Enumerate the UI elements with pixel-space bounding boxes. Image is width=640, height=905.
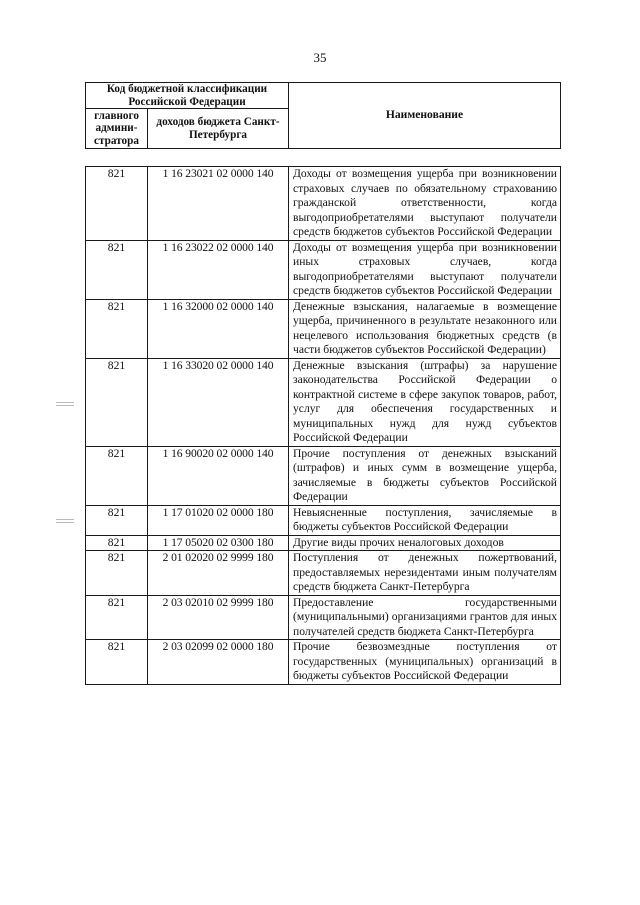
admin-code-cell: 821	[86, 167, 148, 241]
budget-code-cell: 1 16 33020 02 0000 140	[148, 358, 289, 446]
table-row	[86, 446, 561, 505]
margin-scan-mark	[56, 400, 74, 408]
table-row	[86, 299, 561, 358]
admin-code-cell: 821	[86, 358, 148, 446]
budget-code-cell: 2 03 02099 02 0000 180	[148, 640, 289, 685]
table-row	[86, 505, 561, 535]
admin-code-cell: 821	[86, 535, 148, 551]
admin-code-cell: 821	[86, 505, 148, 535]
budget-code-cell: 1 17 01020 02 0000 180	[148, 505, 289, 535]
admin-code-cell: 821	[86, 595, 148, 640]
table-row	[86, 358, 561, 446]
admin-code-cell: 821	[86, 551, 148, 596]
header-budget-revenue: доходов бюджета Санкт-Петербурга	[148, 109, 289, 149]
header-main-admin: главного админи-стратора	[86, 109, 148, 149]
revenue-name-cell: Денежные взыскания (штрафы) за нарушение законодательства Российской Федерации о контрактной системе в сфере закупок товаров, работ, услуг для обеспечения государственных и муниципальных нужд для нужд субъектов Российской Федерации	[289, 358, 561, 446]
revenue-name-cell: Доходы от возмещения ущерба при возникновении страховых случаев по обязательному страхованию гражданской ответственности, когда выгодоприобретателями выступают получатели средств бюджетов субъектов Российской Федерации	[289, 167, 561, 241]
page-number: 35	[313, 50, 327, 65]
admin-code-cell: 821	[86, 299, 148, 358]
table-row	[86, 167, 561, 241]
budget-code-cell: 1 17 05020 02 0300 180	[148, 535, 289, 551]
revenue-name-cell: Поступления от денежных пожертвований, предоставляемых нерезидентами иным получателям средств бюджета Санкт-Петербурга	[289, 551, 561, 596]
header-name: Наименование	[289, 83, 561, 149]
budget-code-cell: 1 16 23022 02 0000 140	[148, 240, 289, 299]
revenue-table	[85, 166, 561, 685]
budget-code-cell: 1 16 90020 02 0000 140	[148, 446, 289, 505]
budget-code-cell: 1 16 32000 02 0000 140	[148, 299, 289, 358]
revenue-name-cell: Предоставление государственными (муниципальными) организациями грантов для иных получателей средств бюджета Санкт-Петербурга	[289, 595, 561, 640]
table-row	[86, 240, 561, 299]
margin-scan-mark	[56, 517, 74, 525]
header-code-group: Код бюджетной классификации Российской Федерации	[86, 83, 289, 109]
table-row	[86, 535, 561, 551]
revenue-name-cell: Невыясненные поступления, зачисляемые в бюджеты субъектов Российской Федерации	[289, 505, 561, 535]
revenue-name-cell: Доходы от возмещения ущерба при возникновении иных страховых случаев, когда выгодоприобретателями выступают получатели средств бюджетов субъектов Российской Федерации	[289, 240, 561, 299]
table-row	[86, 640, 561, 685]
budget-code-cell: 2 03 02010 02 9999 180	[148, 595, 289, 640]
revenue-table-body	[86, 167, 561, 685]
budget-code-cell: 1 16 23021 02 0000 140	[148, 167, 289, 241]
revenue-name-cell: Прочие безвозмездные поступления от государственных (муниципальных) организаций в бюджеты субъектов Российской Федерации	[289, 640, 561, 685]
admin-code-cell: 821	[86, 640, 148, 685]
table-row	[86, 551, 561, 596]
revenue-name-cell: Другие виды прочих неналоговых доходов	[289, 535, 561, 551]
budget-code-cell: 2 01 02020 02 9999 180	[148, 551, 289, 596]
table-header	[85, 82, 561, 149]
revenue-name-cell: Прочие поступления от денежных взысканий (штрафов) и иных сумм в возмещение ущерба, зачисляемые в бюджеты субъектов Российской Федерации	[289, 446, 561, 505]
revenue-name-cell: Денежные взыскания, налагаемые в возмещение ущерба, причиненного в результате незаконного или нецелевого использования бюджетных средств (в части бюджетов субъектов Российской Федерации)	[289, 299, 561, 358]
table-row	[86, 595, 561, 640]
admin-code-cell: 821	[86, 240, 148, 299]
admin-code-cell: 821	[86, 446, 148, 505]
